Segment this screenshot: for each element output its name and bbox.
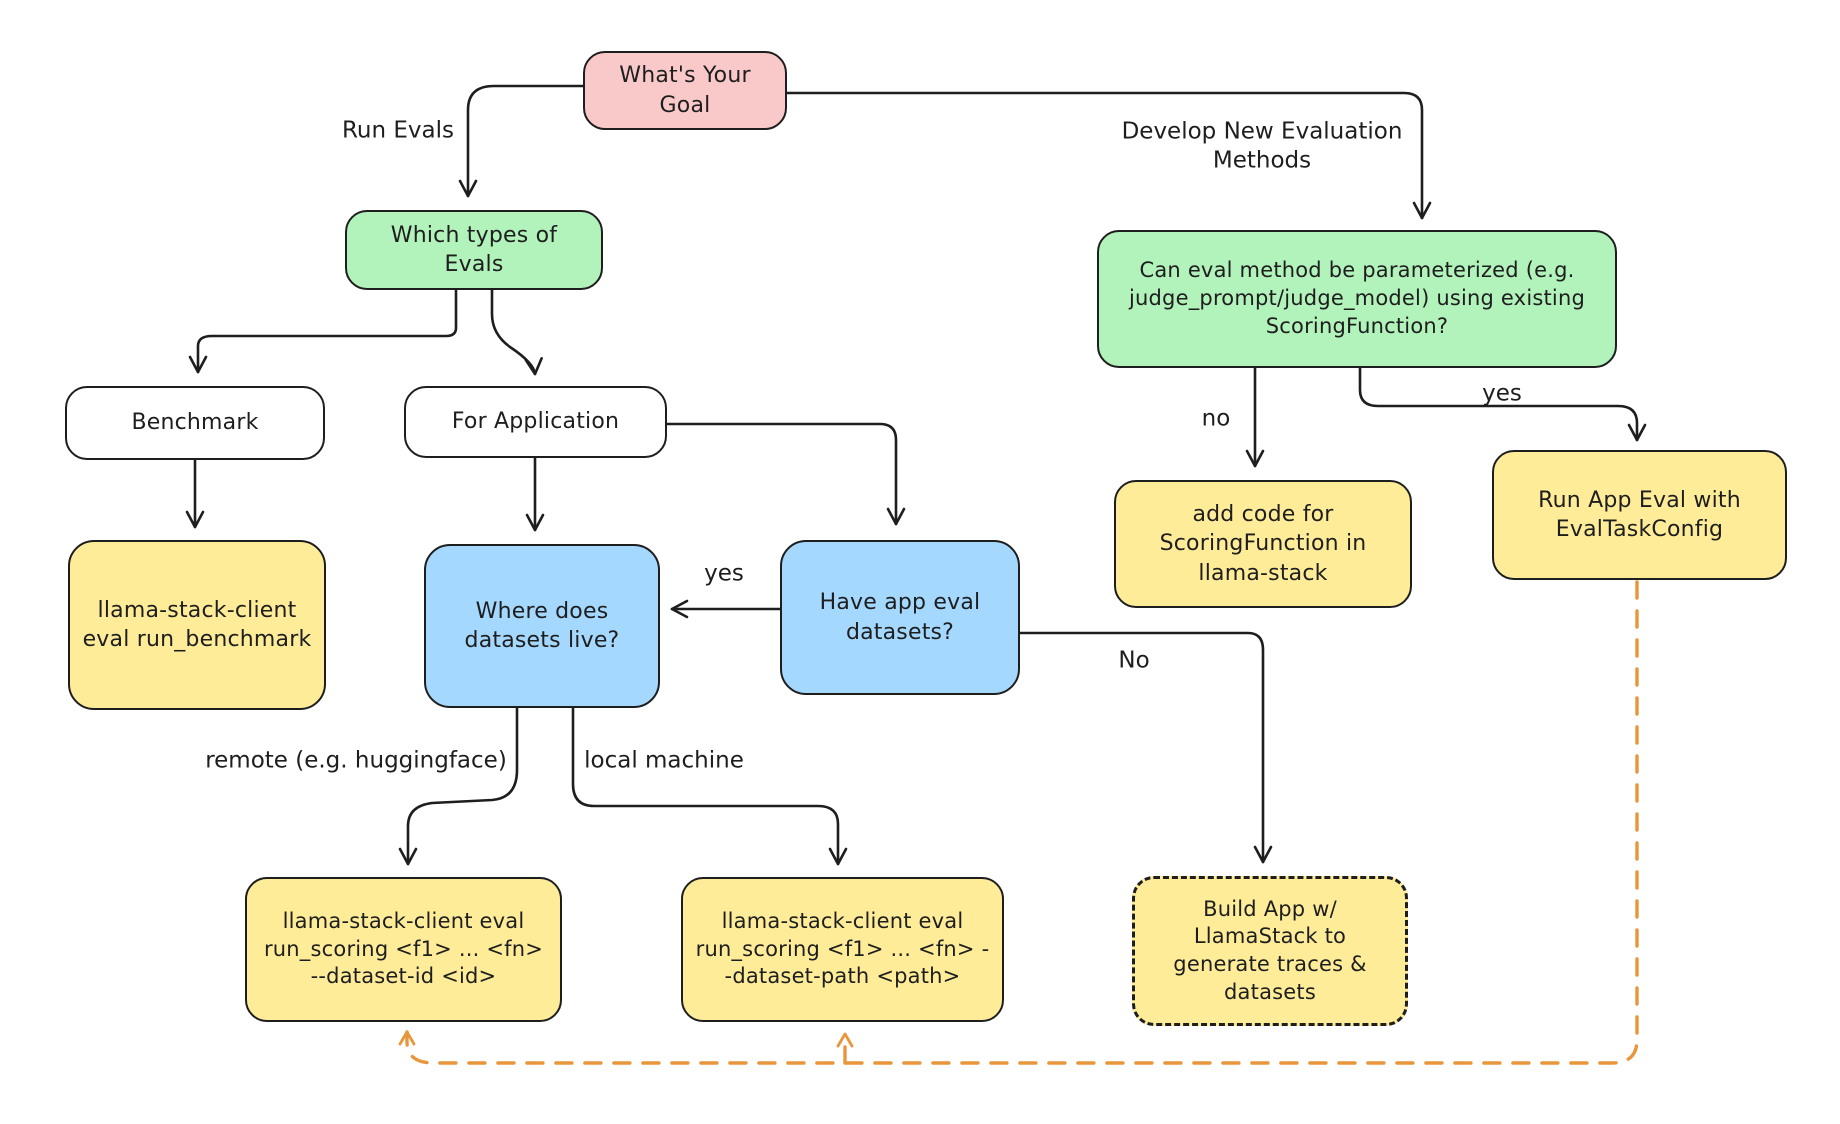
edge-label-no-can-eval: no <box>1201 405 1231 432</box>
node-label: llama-stack-client eval run_benchmark <box>82 597 312 652</box>
node-run-benchmark-cmd <box>68 540 326 710</box>
edge-label-develop-new-evaluation-methods: Develop New Evaluation Methods <box>1121 118 1403 174</box>
node-label: Benchmark <box>131 410 259 436</box>
node-label: llama-stack-client eval run_scoring <f1> ... <fn> --dataset-path <path> <box>695 908 990 989</box>
node-label: Run App Eval with EvalTaskConfig <box>1538 487 1741 542</box>
edge-label-yes-can-eval: yes <box>1482 380 1522 407</box>
node-whats-your-goal <box>583 51 787 130</box>
node-run-scoring-dataset-path <box>681 877 1004 1022</box>
edge-which-types-to-benchmark <box>198 290 456 372</box>
node-label: Build App w/ LlamaStack to generate traces & datasets <box>1173 896 1367 1004</box>
node-label: Which types of Evals <box>390 222 558 277</box>
node-label: add code for ScoringFunction in llama-stack <box>1159 502 1367 586</box>
edge-label-remote-huggingface: remote (e.g. huggingface) <box>205 747 507 774</box>
node-run-scoring-dataset-id <box>245 877 562 1022</box>
node-add-code-scoringfunction <box>1114 480 1412 608</box>
node-which-types-of-evals <box>345 210 603 290</box>
node-have-app-eval-datasets <box>780 540 1020 695</box>
node-label: Where does datasets live? <box>464 598 620 653</box>
node-label: What's Your Goal <box>619 63 751 118</box>
edge-which-types-to-for-application <box>492 290 535 374</box>
node-run-app-eval <box>1492 450 1787 580</box>
node-build-app-llamastack <box>1132 876 1408 1026</box>
edge-label-run-evals: Run Evals <box>341 117 455 144</box>
edge-where-datasets-local <box>573 708 838 864</box>
node-label: Have app eval datasets? <box>819 590 981 645</box>
node-where-does-datasets-live <box>424 544 660 708</box>
edge-goal-to-which-types <box>468 86 583 196</box>
node-label: llama-stack-client eval run_scoring <f1> ... <fn> --dataset-id <id> <box>263 908 544 989</box>
node-benchmark <box>65 386 325 460</box>
node-can-eval-parameterized <box>1097 230 1617 368</box>
node-label: For Application <box>451 409 620 435</box>
node-label: Can eval method be parameterized (e.g. judge_prompt/judge_model) using existing ScoringFunction? <box>1128 258 1585 338</box>
edge-label-local-machine: local machine <box>584 747 744 774</box>
edge-label-no-have-datasets: No <box>1118 647 1150 674</box>
edge-label-yes-have-datasets: yes <box>704 560 744 587</box>
edge-where-datasets-remote <box>408 708 517 864</box>
edge-for-application-to-have-datasets <box>667 424 896 524</box>
node-for-application <box>404 386 667 458</box>
